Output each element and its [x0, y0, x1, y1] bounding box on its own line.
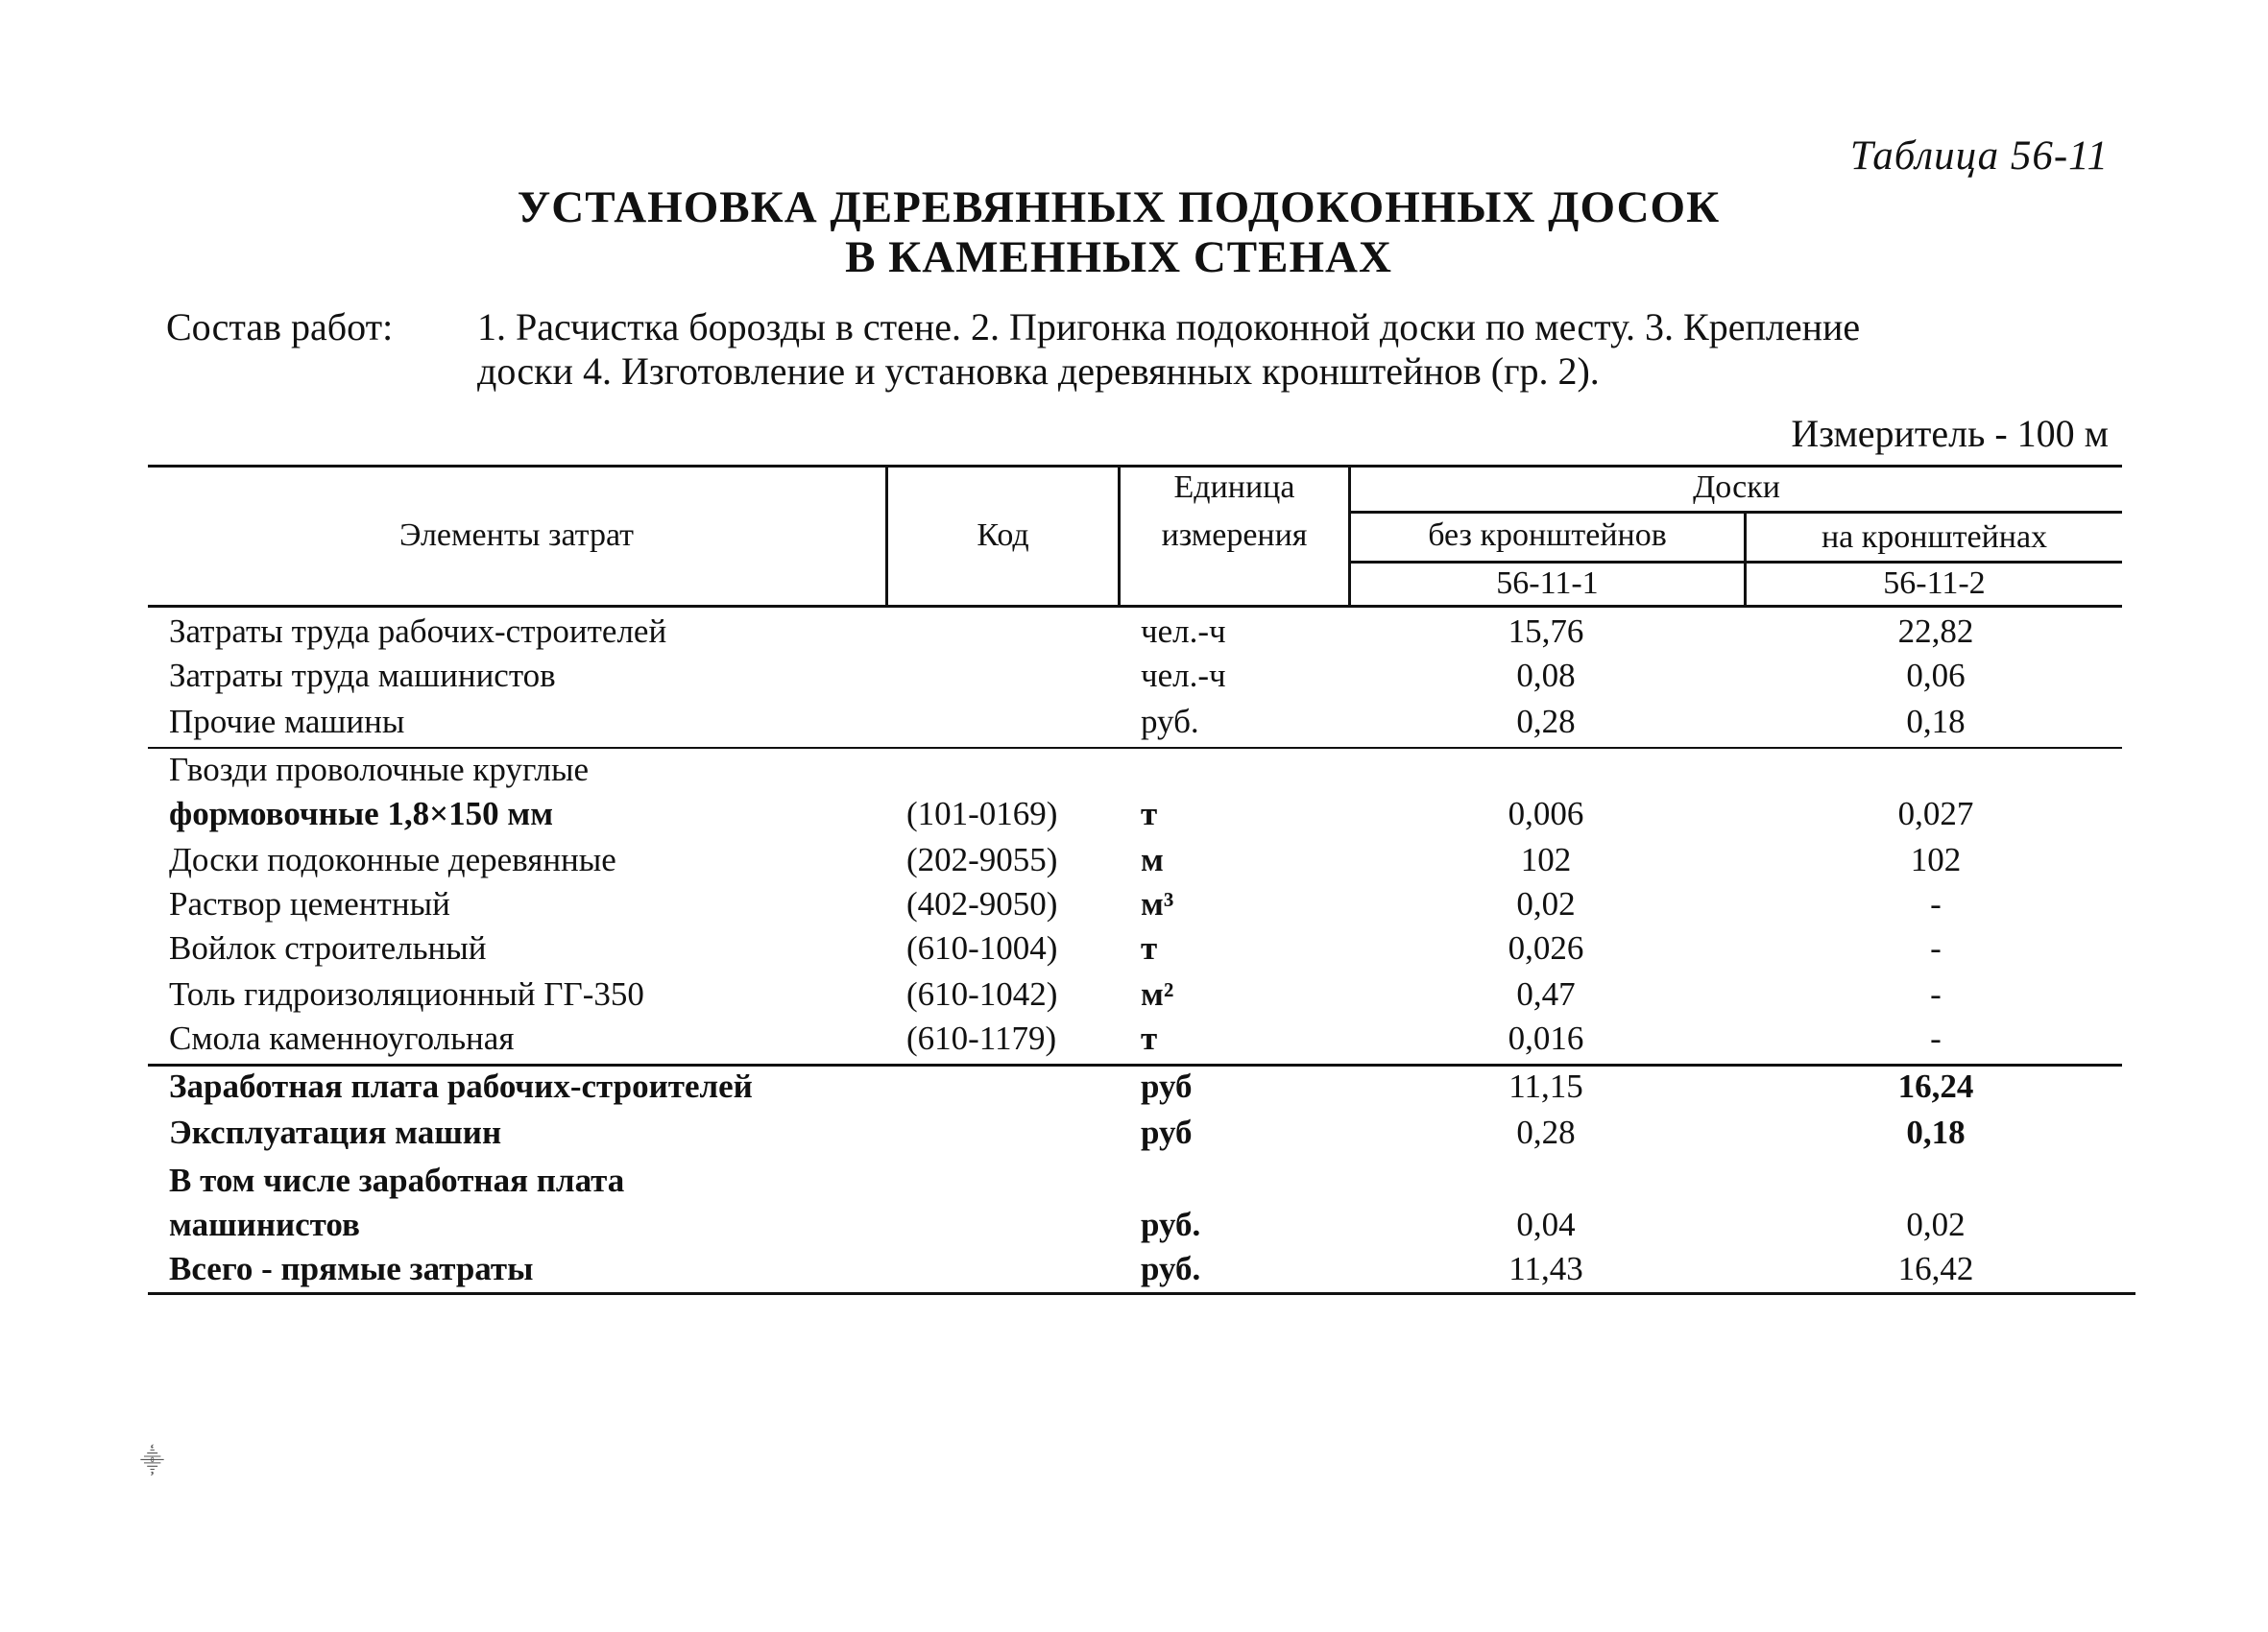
row-name: Смола каменноугольная: [169, 1020, 515, 1057]
row-value-1: 0,016: [1508, 1020, 1584, 1057]
row-value-1: 0,28: [1516, 703, 1576, 740]
header-bottom-rule: [148, 605, 2122, 608]
row-name: Всего - прямые затраты: [169, 1250, 534, 1287]
row-unit: т: [1141, 929, 1158, 967]
document-title: [0, 182, 2268, 282]
header-elements: Элементы затрат: [398, 517, 635, 553]
header-columns-rule: [1348, 561, 2122, 564]
row-name: Эксплуатация машин: [169, 1114, 502, 1151]
table-number: Таблица 56-11: [1849, 133, 2109, 179]
header-boards-rule: [1348, 511, 2122, 514]
row-unit: т: [1141, 1020, 1158, 1057]
row-value-2: 16,42: [1897, 1250, 1974, 1287]
row-unit: т: [1141, 795, 1158, 832]
row-unit: м: [1141, 841, 1164, 878]
row-value-1: 0,02: [1516, 885, 1576, 923]
rule-after-materials: [148, 1064, 2122, 1067]
row-value-1: 0,28: [1516, 1114, 1576, 1151]
row-code: (202-9055): [906, 841, 1058, 878]
row-name: Гвозди проволочные круглые: [169, 751, 590, 788]
row-value-2: 0,18: [1906, 1114, 1966, 1151]
row-value-1: 15,76: [1508, 612, 1584, 650]
header-col1: без кронштейнов: [1428, 517, 1667, 553]
row-value-1: 0,04: [1516, 1206, 1576, 1243]
row-name: Раствор цементный: [169, 885, 450, 923]
row-value-2: 0,02: [1906, 1206, 1966, 1243]
row-value-2: -: [1930, 975, 1942, 1013]
row-code: (610-1004): [906, 929, 1058, 967]
composition-line-2: доски 4. Изготовление и установка деревянных кронштейнов (гр. 2).: [477, 349, 1600, 393]
row-value-2: 102: [1910, 841, 1962, 878]
row-value-1: 11,43: [1508, 1250, 1583, 1287]
row-value-2: -: [1930, 885, 1942, 923]
header-boards: Доски: [1693, 469, 1780, 505]
row-value-2: 0,06: [1906, 657, 1966, 694]
row-name: Доски подоконные деревянные: [169, 841, 616, 878]
header-col2: на кронштейнах: [1821, 519, 2048, 555]
row-unit: м²: [1141, 975, 1174, 1013]
row-unit: чел.-ч: [1141, 612, 1226, 650]
row-code: (101-0169): [906, 795, 1058, 832]
header-unit-line-2: измерения: [1161, 517, 1308, 553]
row-unit: руб: [1141, 1114, 1193, 1151]
table-bottom-rule: [148, 1292, 2135, 1295]
row-unit: м³: [1141, 885, 1174, 923]
title-line-2: В КАМЕННЫХ СТЕНАХ: [845, 232, 1392, 282]
row-value-2: -: [1930, 1020, 1942, 1057]
row-name: формовочные 1,8×150 мм: [169, 795, 554, 832]
row-unit: руб.: [1141, 1250, 1201, 1287]
row-name: Затраты труда рабочих-строителей: [169, 612, 667, 650]
header-unit-line-1: Единица: [1173, 469, 1295, 505]
row-name: Затраты труда машинистов: [169, 657, 556, 694]
row-value-2: -: [1930, 929, 1942, 967]
row-value-1: 0,006: [1508, 795, 1584, 832]
row-unit: чел.-ч: [1141, 657, 1226, 694]
composition-label: Состав работ:: [166, 305, 394, 348]
row-unit: руб: [1141, 1068, 1193, 1105]
row-name: Прочие машины: [169, 703, 405, 740]
header-code: Код: [977, 517, 1029, 553]
rule-after-machines: [148, 747, 2122, 749]
row-value-1: 0,47: [1516, 975, 1576, 1013]
row-code: (610-1179): [906, 1020, 1057, 1057]
header-col2-code: 56-11-2: [1883, 565, 1986, 601]
row-value-2: 0,027: [1897, 795, 1974, 832]
row-name: В том числе заработная плата: [169, 1162, 625, 1199]
row-name: машинистов: [169, 1206, 360, 1243]
table-top-rule: [148, 465, 2122, 468]
row-value-1: 102: [1520, 841, 1572, 878]
row-value-2: 16,24: [1897, 1068, 1974, 1105]
row-code: (610-1042): [906, 975, 1058, 1013]
row-name: Заработная плата рабочих-строителей: [169, 1068, 753, 1105]
row-value-1: 11,15: [1508, 1068, 1583, 1105]
row-value-2: 0,18: [1906, 703, 1966, 740]
page-stamp-mark: ⸎: [140, 1450, 165, 1475]
row-name: Войлок строительный: [169, 929, 487, 967]
row-unit: руб.: [1141, 703, 1199, 740]
meter-unit: Измеритель - 100 м: [1791, 412, 2109, 455]
composition-line-1: 1. Расчистка борозды в стене. 2. Пригонка подоконной доски по месту. 3. Крепление: [477, 305, 1861, 348]
row-value-1: 0,08: [1516, 657, 1576, 694]
row-value-2: 22,82: [1897, 612, 1974, 650]
title-line-1: УСТАНОВКА ДЕРЕВЯННЫХ ПОДОКОННЫХ ДОСОК: [517, 182, 1721, 232]
row-code: (402-9050): [906, 885, 1058, 923]
row-unit: руб.: [1141, 1206, 1201, 1243]
header-col1-code: 56-11-1: [1496, 565, 1599, 601]
row-name: Толь гидроизоляционный ГГ-350: [169, 975, 644, 1013]
row-value-1: 0,026: [1508, 929, 1584, 967]
